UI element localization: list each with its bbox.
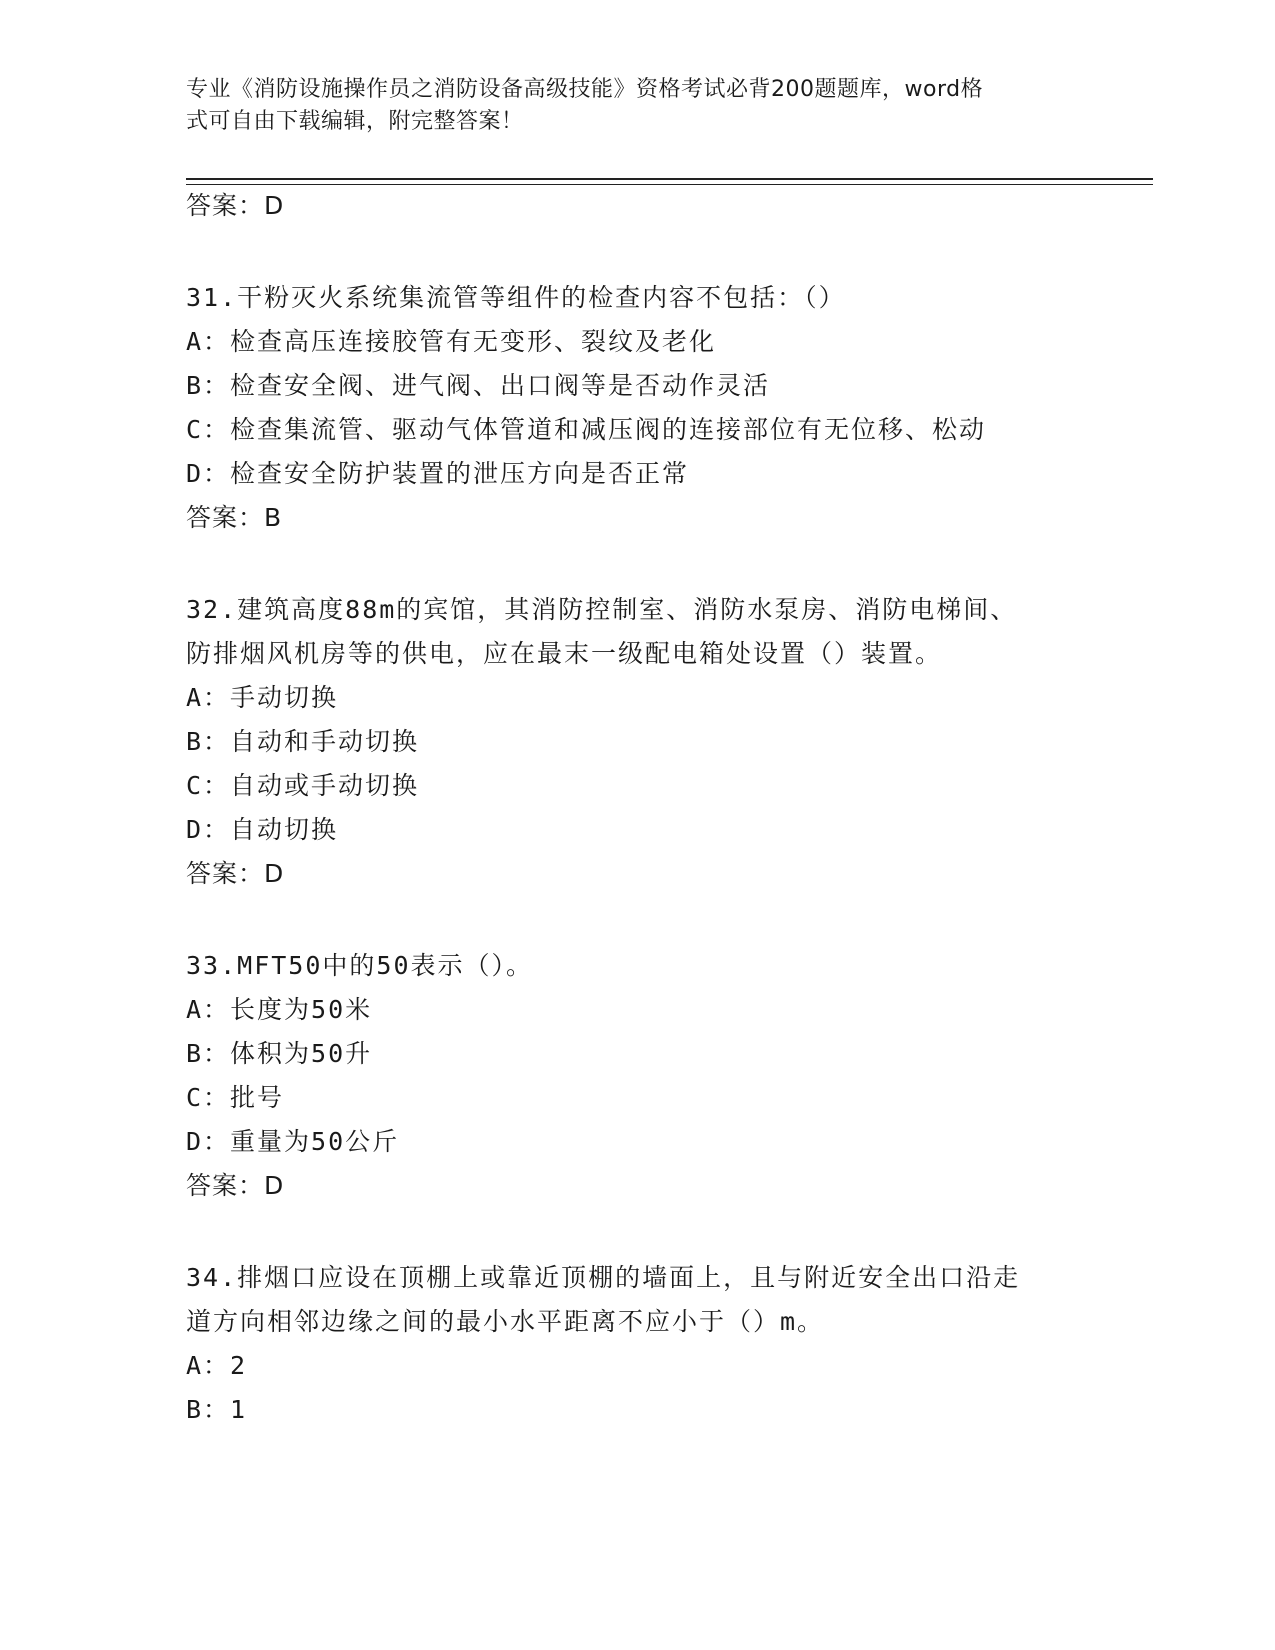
question-31-option-a: A：检查高压连接胶管有无变形、裂纹及老化 <box>186 327 717 356</box>
question-31-answer: 答案：B <box>186 503 283 532</box>
question-31-option-c: C：检查集流管、驱动气体管道和减压阀的连接部位有无位移、松动 <box>186 415 987 444</box>
header-title-line-2: 式可自由下载编辑，附完整答案！ <box>186 109 524 134</box>
question-32-option-c: C：自动或手动切换 <box>186 771 420 800</box>
question-34-stem-line-1: 34.排烟口应设在顶棚上或靠近顶棚的墙面上，且与附近安全出口沿走 <box>186 1263 1021 1292</box>
question-33-answer: 答案：D <box>186 1171 285 1200</box>
question-32-option-a: A：手动切换 <box>186 683 339 712</box>
header-divider-thick <box>186 178 1153 180</box>
question-34-option-a: A：2 <box>186 1351 248 1380</box>
question-31-option-d: D：检查安全防护装置的泄压方向是否正常 <box>186 459 690 488</box>
question-33-option-b: B：体积为50升 <box>186 1039 373 1068</box>
previous-question-answer: 答案：D <box>186 191 285 220</box>
header-title-line-1: 专业《消防设施操作员之消防设备高级技能》资格考试必背200题题库，word格 <box>186 77 984 102</box>
question-32-stem-line-1: 32.建筑高度88m的宾馆，其消防控制室、消防水泵房、消防电梯间、 <box>186 595 1018 624</box>
document-header <box>186 74 1066 138</box>
question-34-option-b: B：1 <box>186 1395 248 1424</box>
question-33-option-d: D：重量为50公斤 <box>186 1127 400 1156</box>
question-33-stem-line-1: 33.MFT50中的50表示（）。 <box>186 951 534 980</box>
question-31-option-b: B：检查安全阀、进气阀、出口阀等是否动作灵活 <box>186 371 771 400</box>
question-32-stem-line-2: 防排烟风机房等的供电，应在最末一级配电箱处设置（）装置。 <box>186 639 943 668</box>
question-33-option-a: A：长度为50米 <box>186 995 373 1024</box>
question-34-stem-line-2: 道方向相邻边缘之间的最小水平距离不应小于（）m。 <box>186 1307 825 1336</box>
header-divider-thin <box>186 184 1153 185</box>
question-31-stem-line-1: 31.干粉灭火系统集流管等组件的检查内容不包括：（） <box>186 283 846 312</box>
question-32-option-d: D：自动切换 <box>186 815 339 844</box>
question-33-option-c: C：批号 <box>186 1083 285 1112</box>
question-32-answer: 答案：D <box>186 859 285 888</box>
question-32-option-b: B：自动和手动切换 <box>186 727 420 756</box>
